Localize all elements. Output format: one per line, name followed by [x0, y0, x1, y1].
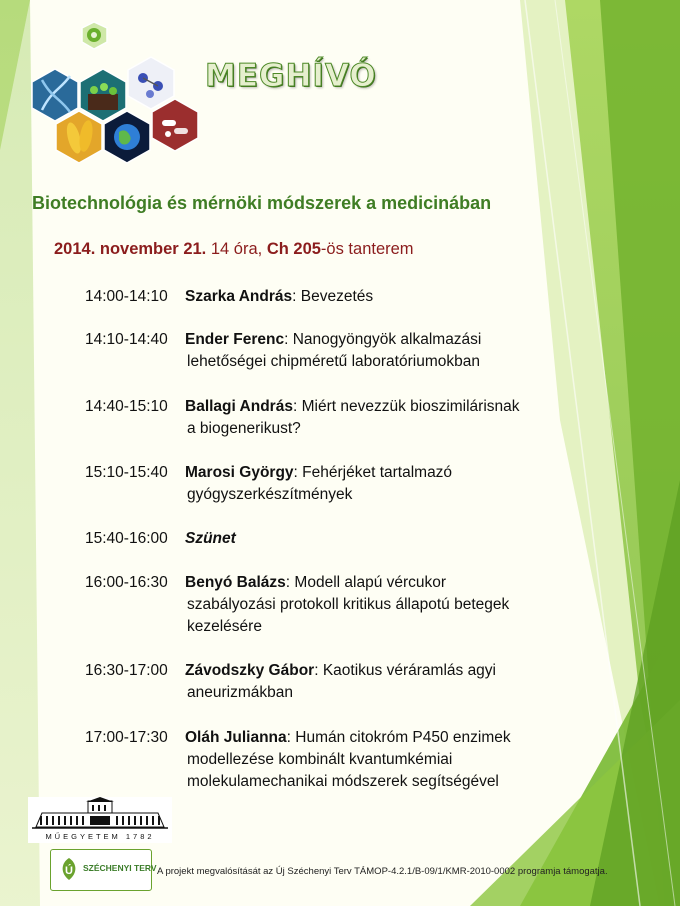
event-room-suffix: -ös tanterem	[320, 240, 414, 258]
program-item: 17:00-17:30 Oláh Julianna: Humán citokróm P450 enzimek modellezése kombinált kvantumkémiai molekulamechanikai módszerek segítségével	[85, 727, 511, 793]
dna-icon	[32, 69, 78, 121]
program-speaker: Benyó Balázs	[185, 574, 286, 591]
event-room: Ch 205	[266, 240, 321, 258]
program-title: Kaotikus véráramlás agyi	[322, 662, 497, 679]
program-item-break	[85, 528, 236, 550]
program-title-line: aneurizmákban	[187, 684, 293, 701]
funding-footnote: A projekt megvalósítását az Új Széchenyi Terv TÁMOP-4.2.1/B-09/1/KMR-2010-0002 programja támogatja.	[157, 866, 608, 877]
event-dateline	[54, 240, 414, 259]
program-time: 14:40-15:10	[85, 398, 168, 415]
szechenyi-terv-logo	[50, 849, 157, 891]
program-title: Humán citokróm P450 enzimek	[295, 729, 511, 746]
page-title: MEGHÍVÓ	[205, 58, 377, 94]
program-time: 16:30-17:00	[85, 662, 168, 679]
program-item: 16:30-17:00 Závodszky Gábor: Kaotikus véráramlás agyi aneurizmákban	[85, 660, 496, 704]
program-speaker: Szarka András	[185, 288, 293, 305]
program-speaker: Závodszky Gábor	[185, 662, 315, 679]
program-item: 15:10-15:40 Marosi György: Fehérjéket tartalmazó gyógyszerkészítmények	[85, 462, 452, 506]
program-title: Fehérjéket tartalmazó	[302, 464, 453, 481]
program-title: Bevezetés	[300, 288, 374, 305]
program-time: 15:40-16:00	[85, 530, 168, 547]
program-item: 14:40-15:10 Ballagi András: Miért nevezzük bioszimilárisnak a biogenerikust?	[85, 396, 520, 440]
recycle-globe-icon	[82, 22, 107, 49]
program-time: 16:00-16:30	[85, 574, 168, 591]
program-title-line: a biogenerikust?	[187, 420, 301, 437]
program-title-line: modellezése kombinált kvantumkémiai	[187, 751, 453, 768]
program-speaker: Ender Ferenc	[185, 331, 285, 348]
program-speaker: Marosi György	[185, 464, 294, 481]
program-time: 14:10-14:40	[85, 331, 168, 348]
szechenyi-icon-letter: Ú	[65, 865, 73, 877]
earth-icon	[104, 111, 150, 163]
program-title: Miért nevezzük bioszimilárisnak	[301, 398, 520, 415]
program-title-line: lehetőségei chipméretű laboratóriumokban	[187, 353, 480, 370]
molecule-icon	[128, 57, 174, 109]
program-time: 14:00-14:10	[85, 288, 168, 305]
program-title-line: molekulamechanikai módszerek segítségével	[187, 773, 499, 790]
seedlings-icon	[80, 69, 126, 121]
bme-building-logo	[28, 797, 172, 843]
program-title: Modell alapú vércukor	[294, 574, 447, 591]
program-title-line: szabályozási protokoll kritikus állapotú betegek	[187, 596, 510, 613]
program-title-line: kezelésére	[187, 618, 262, 635]
program-item: 16:00-16:30 Benyó Balázs: Modell alapú vércukor szabályozási protokoll kritikus állapotú betegek kezelésére	[85, 572, 509, 638]
pills-icon	[152, 99, 198, 151]
event-time: 14 óra,	[206, 240, 267, 258]
szechenyi-leaf-icon	[59, 857, 79, 881]
event-date: 2014. november 21.	[54, 240, 207, 258]
program-item: 14:10-14:40 Ender Ferenc: Nanogyöngyök alkalmazási lehetőségei chipméretű laboratóriumokban	[85, 329, 481, 373]
hexagon-image-cluster	[28, 20, 203, 170]
program-time: 15:10-15:40	[85, 464, 168, 481]
break-label: Szünet	[185, 530, 236, 547]
program-time: 17:00-17:30	[85, 729, 168, 746]
program-title-line: gyógyszerkészítmények	[187, 486, 353, 503]
program-speaker: Ballagi András	[185, 398, 293, 415]
corn-icon	[56, 111, 102, 163]
program-title: Nanogyöngyök alkalmazási	[292, 331, 482, 348]
program-speaker: Oláh Julianna	[185, 729, 287, 746]
program-item: 14:00-14:10 Szarka András: Bevezetés	[85, 286, 373, 308]
event-subtitle: Biotechnológia és mérnöki módszerek a medicinában	[32, 193, 492, 213]
bme-logo-text: MŰEGYETEM 1782	[45, 832, 155, 841]
szechenyi-logo-text: SZÉCHENYI TERV	[83, 863, 157, 873]
